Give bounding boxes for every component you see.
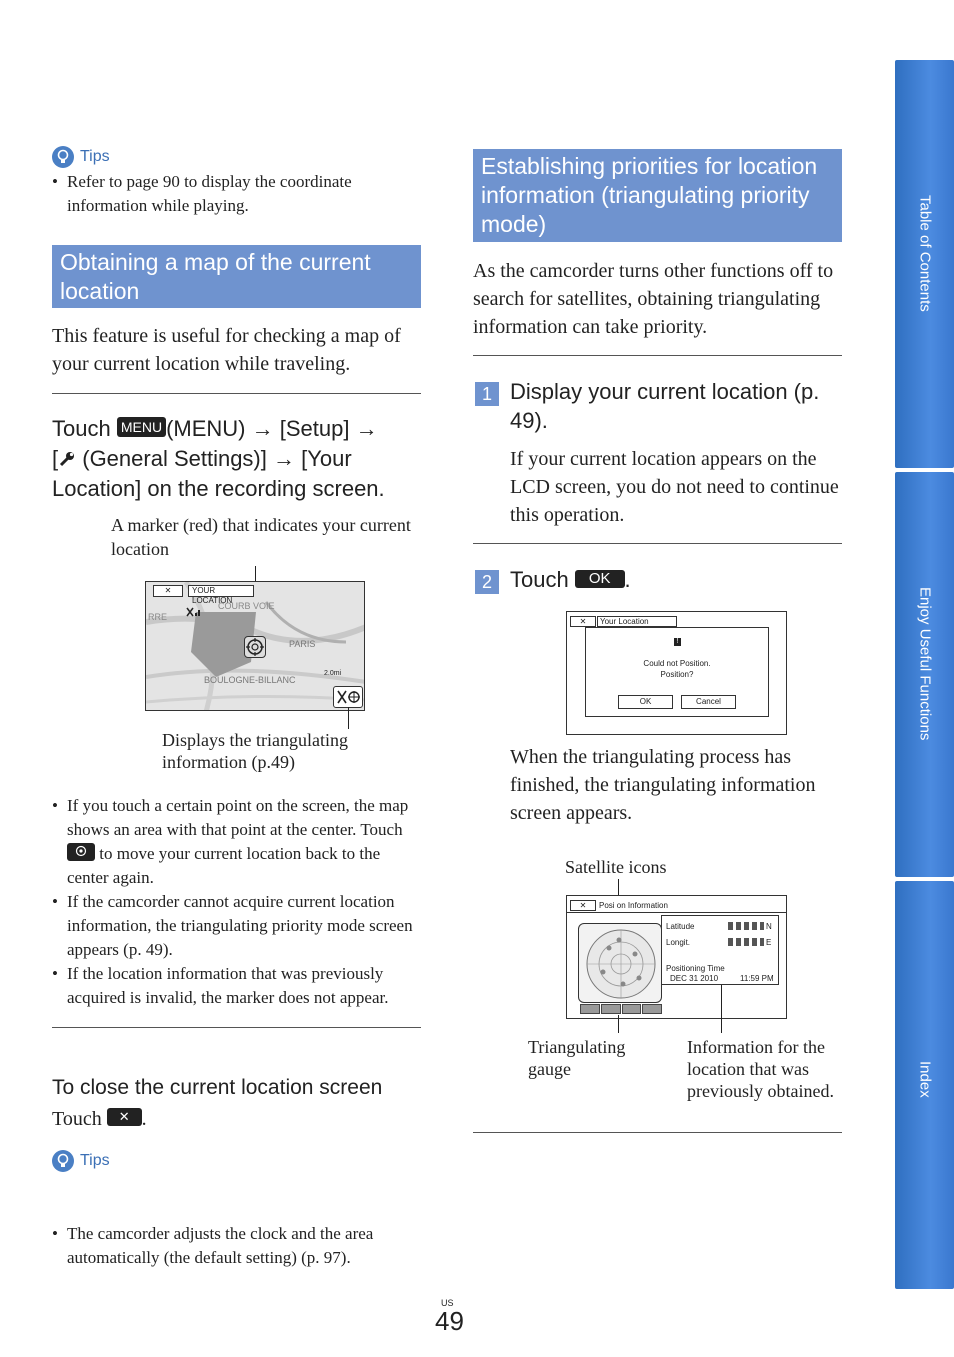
callout-line (348, 707, 349, 729)
map-label-boulogne: BOULOGNE-BILLANC (204, 675, 296, 685)
section-heading-map: Obtaining a map of the current location (52, 245, 421, 308)
callout-line (721, 985, 722, 1033)
position-close-button[interactable]: ✕ (570, 900, 596, 911)
dialog-screen (566, 611, 787, 735)
map-screen (145, 581, 365, 711)
positioning-time-label: Positioning Time (666, 964, 725, 973)
tips-label: Tips (80, 1152, 110, 1169)
close-screen-instruction: Touch ✕ . (52, 1108, 147, 1130)
longitude-label: Longit. (666, 938, 691, 947)
positioning-time: 11:59 PM (740, 974, 774, 983)
map-label-courbevoie: COURB VOIE (218, 601, 275, 611)
step-2-body: When the triangulating process has finished, the triangulating information screen appears. (510, 746, 816, 824)
latitude-direction: N (766, 922, 772, 931)
close-icon: ✕ (107, 1108, 142, 1126)
position-info-screen (566, 895, 787, 1019)
triangulating-info-button[interactable] (333, 686, 363, 708)
positioning-date: DEC 31 2010 (670, 974, 719, 983)
divider (52, 1027, 421, 1028)
longitude-value-digits (728, 938, 764, 946)
triangulating-gauge (580, 1004, 662, 1014)
dialog-cancel-button[interactable]: Cancel (681, 695, 736, 709)
marker-caption: A marker (red) that indicates your current location (111, 515, 411, 559)
arrow-right-icon: → (251, 416, 274, 441)
section-intro-map: This feature is useful for checking a map of your current location while traveling. (52, 325, 401, 375)
dialog-message-line-2: Position? (660, 670, 694, 679)
dialog-ok-button[interactable]: OK (618, 695, 673, 709)
tips-label: Tips (80, 148, 110, 165)
tips-heading-2 (52, 1150, 110, 1172)
page-number: 49 (435, 1306, 464, 1336)
tab-label: Index (916, 1061, 933, 1098)
step-number-1: 1 (475, 382, 499, 406)
arrow-right-icon: → (273, 446, 295, 471)
lightbulb-icon (52, 1150, 74, 1172)
ok-button-icon: OK (575, 570, 625, 588)
satellite-radar-icon (579, 924, 663, 1004)
dialog-message-line-1: Could not Position. (643, 659, 711, 668)
dialog-title-tab: Your Location (597, 616, 677, 627)
section-heading-priority: Establishing priorities for location information (triangulating priority mode) (473, 149, 842, 242)
tips-bullet-1: • Refer to page 90 to display the coordinate information while playing. (52, 170, 422, 218)
lightbulb-icon (52, 146, 74, 168)
center-location-icon (67, 843, 95, 861)
dialog-close-button[interactable]: ✕ (570, 616, 596, 627)
step-1-body: If your current location appears on the LCD screen, you do not need to continue this operation. (510, 448, 839, 526)
step-2-heading: Touch OK . (510, 567, 631, 592)
alert-icon: ! (674, 638, 681, 646)
tab-enjoy-useful-functions[interactable] (895, 472, 954, 877)
map-label-rre: RRE (148, 612, 168, 622)
divider (473, 355, 842, 356)
tab-index[interactable] (895, 881, 954, 1289)
longitude-direction: E (766, 938, 772, 947)
tab-table-of-contents[interactable] (895, 60, 954, 468)
location-marker-icon[interactable] (244, 636, 266, 658)
list-item: • If the camcorder cannot acquire current location information, the triangulating priority mode screen appears (p. 49). (52, 890, 422, 962)
wrench-icon (58, 446, 76, 471)
arrow-right-icon: → (355, 416, 378, 441)
divider (473, 1132, 842, 1133)
step-1-heading: Display your current location (p. 49). (510, 379, 820, 433)
list-item: • If the location information that was previously acquired is invalid, the marker does not appear. (52, 962, 422, 1010)
menu-button-icon: MENU (117, 417, 166, 437)
map-close-button[interactable]: ✕ (153, 585, 183, 597)
info-bullet-list (52, 794, 422, 1010)
gps-signal-icon (186, 602, 202, 621)
satellite-icons-caption: Satellite icons (565, 857, 667, 877)
tips-bullet-2: • The camcorder adjusts the clock and the area automatically (the default setting) (p. 97). (52, 1222, 422, 1270)
dialog-box (585, 627, 769, 717)
map-scale: 2.0mi (324, 670, 342, 677)
map-label-paris: PARIS (289, 639, 316, 649)
position-details-panel (661, 915, 779, 985)
map-title-tab: YOUR LOCATION (188, 585, 254, 597)
tab-label: Enjoy Useful Functions (916, 587, 933, 741)
gauge-caption: Triangulating gauge (528, 1037, 626, 1079)
triangulating-caption: Displays the triangulating information (p.49) (162, 730, 348, 772)
latitude-value-digits (728, 922, 764, 930)
satellite-sky-view (578, 923, 662, 1003)
callout-line (618, 1015, 619, 1033)
divider (567, 912, 786, 913)
position-title: Posi on Information (599, 901, 668, 910)
list-item: • If you touch a certain point on the screen, the map shows an area with that point at the center. Touch to move your current location back to the center again. (52, 794, 422, 890)
step-number-2: 2 (475, 570, 499, 594)
region-code: US (441, 1298, 454, 1308)
close-screen-heading: To close the current location screen (52, 1076, 383, 1099)
latitude-label: Latitude (666, 922, 695, 931)
instruction-text: Touch MENU (MENU) → [Setup] → [ (General Settings)] → [Your Location] on the recording screen. (52, 416, 385, 501)
tips-heading-1 (52, 146, 110, 168)
divider (52, 393, 421, 394)
section-intro-priority: As the camcorder turns other functions off to search for satellites, obtaining triangulating information can take priority. (473, 260, 834, 338)
previous-info-caption: Information for the location that was previously obtained. (687, 1037, 834, 1101)
divider (473, 543, 842, 544)
tab-label: Table of Contents (916, 195, 933, 312)
